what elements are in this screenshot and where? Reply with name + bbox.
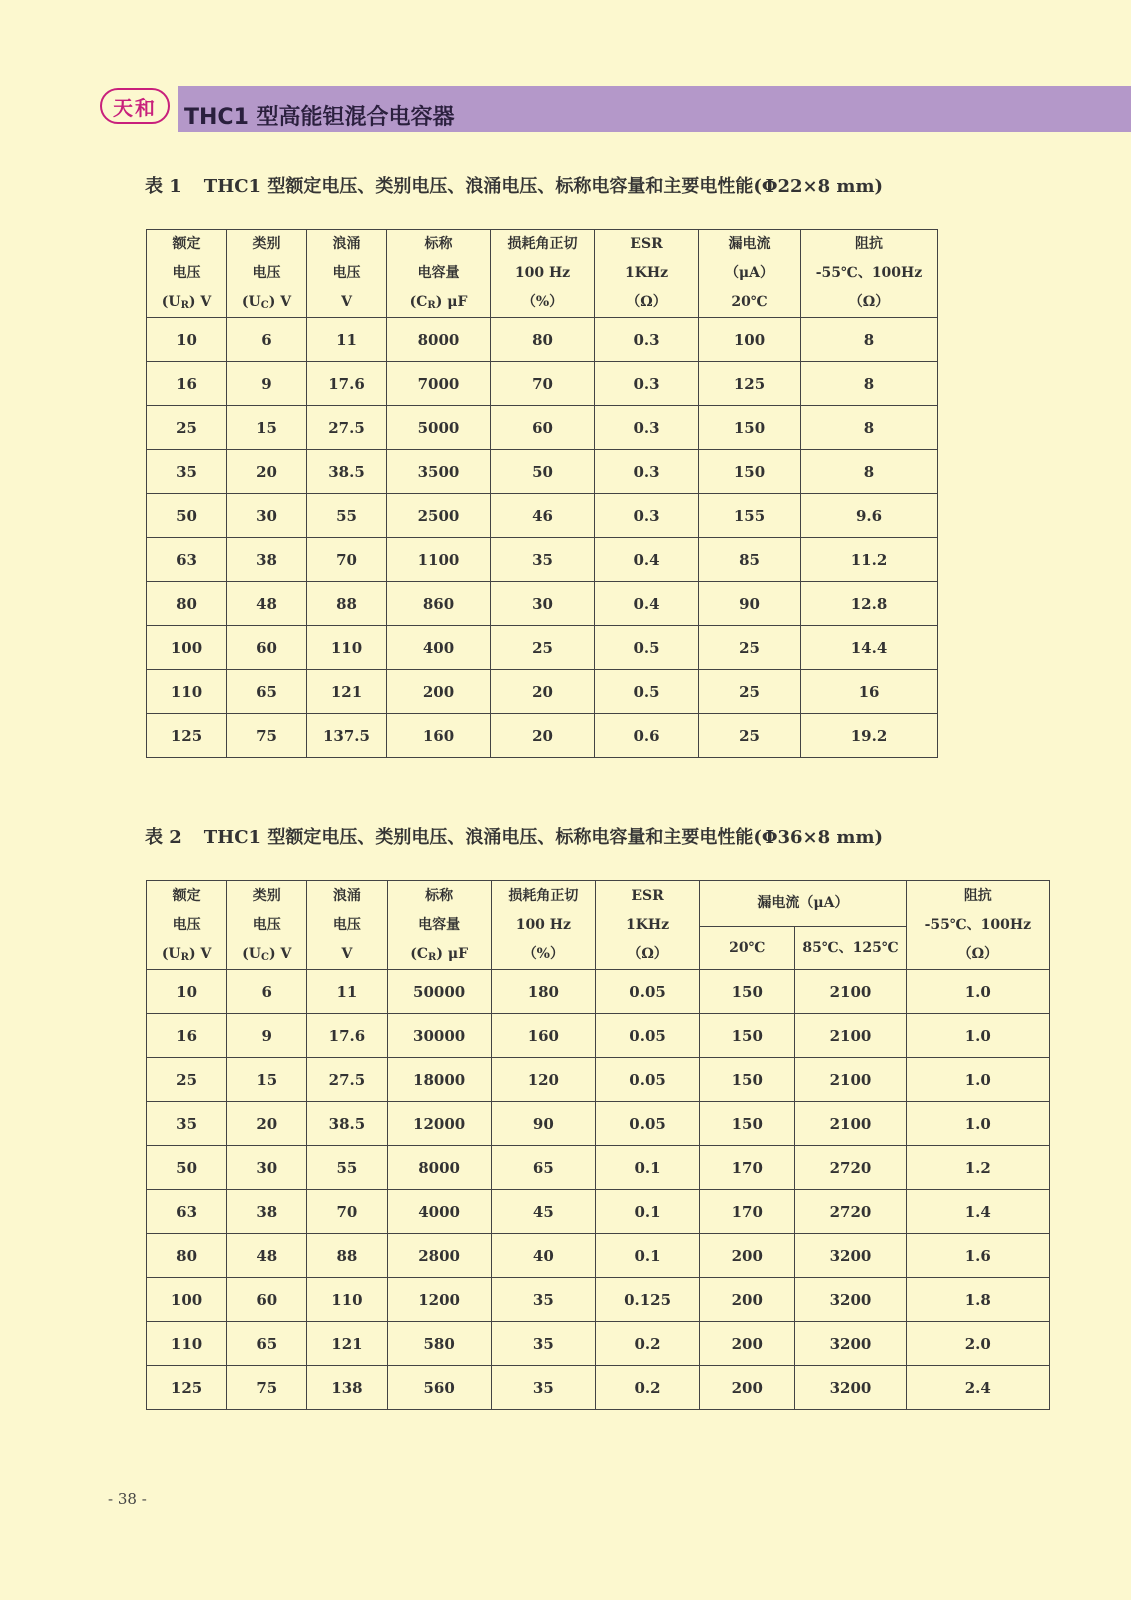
table-cell: 138 — [307, 1366, 387, 1410]
table-cell: 1.6 — [906, 1234, 1049, 1278]
table-row — [147, 626, 938, 670]
table-cell: 55 — [307, 494, 387, 538]
table-cell: 8 — [801, 450, 938, 494]
table-cell: 70 — [491, 362, 595, 406]
table-cell: 8 — [801, 362, 938, 406]
table-cell: 11 — [307, 318, 387, 362]
table-cell: 0.1 — [595, 1190, 699, 1234]
table1-caption-text: THC1 型额定电压、类别电压、浪涌电压、标称电容量和主要电性能(Φ22×8 mm) — [203, 176, 884, 197]
table-row — [147, 1366, 1050, 1410]
table1-header-row — [147, 230, 938, 318]
table-cell: 48 — [227, 582, 307, 626]
table-row — [147, 670, 938, 714]
table-cell: 8 — [801, 318, 938, 362]
table-row — [147, 582, 938, 626]
table-cell: 11.2 — [801, 538, 938, 582]
table-cell: 3200 — [795, 1278, 906, 1322]
table-cell: 27.5 — [307, 1058, 387, 1102]
table2-caption — [145, 823, 883, 849]
table-cell: 120 — [491, 1058, 595, 1102]
table-cell: 0.3 — [595, 494, 699, 538]
table-cell: 85 — [699, 538, 801, 582]
table1-col-surge-voltage: 浪涌 电压 V — [307, 230, 387, 318]
table-cell: 2720 — [795, 1190, 906, 1234]
table-cell: 15 — [227, 1058, 307, 1102]
table-cell: 137.5 — [307, 714, 387, 758]
table-cell: 30000 — [387, 1014, 491, 1058]
table-cell: 90 — [699, 582, 801, 626]
table-row — [147, 1102, 1050, 1146]
table-cell: 8000 — [387, 1146, 491, 1190]
table-cell: 3200 — [795, 1234, 906, 1278]
table-cell: 75 — [227, 714, 307, 758]
table-row — [147, 970, 1050, 1014]
table-cell: 10 — [147, 318, 227, 362]
table-cell: 200 — [700, 1234, 795, 1278]
table-cell: 90 — [491, 1102, 595, 1146]
table-cell: 110 — [307, 1278, 387, 1322]
table-cell: 180 — [491, 970, 595, 1014]
table-cell: 0.05 — [595, 1058, 699, 1102]
table-cell: 2100 — [795, 1014, 906, 1058]
table1-col-capacitance: 标称 电容量 $(C_R)$ μF — [387, 230, 491, 318]
table-cell: 110 — [307, 626, 387, 670]
table-cell: 20 — [491, 670, 595, 714]
table2-header-row — [147, 881, 1050, 927]
table-cell: 15 — [227, 406, 307, 450]
table-cell: 12.8 — [801, 582, 938, 626]
table-cell: 14.4 — [801, 626, 938, 670]
table-row — [147, 1234, 1050, 1278]
table-cell: 80 — [147, 582, 227, 626]
table-cell: 2720 — [795, 1146, 906, 1190]
table-cell: 25 — [147, 406, 227, 450]
table-row — [147, 362, 938, 406]
table-cell: 16 — [147, 362, 227, 406]
table-cell: 0.5 — [595, 670, 699, 714]
table1-col-dissipation-factor: 损耗角正切 100 Hz （%） — [491, 230, 595, 318]
table-cell: 8 — [801, 406, 938, 450]
table-cell: 88 — [307, 1234, 387, 1278]
table2-col-leakage-20c: 20℃ — [700, 927, 795, 970]
table-cell: 1.0 — [906, 1014, 1049, 1058]
table1-body — [147, 318, 938, 758]
table2-col-impedance: 阻抗 -55℃、100Hz （Ω） — [906, 881, 1049, 970]
table2-col-esr: ESR 1KHz （Ω） — [595, 881, 699, 970]
table-cell: 25 — [699, 670, 801, 714]
table-cell: 11 — [307, 970, 387, 1014]
table-cell: 0.3 — [595, 450, 699, 494]
table2-col-rated-voltage: 额定 电压 $(U_R)$ V — [147, 881, 227, 970]
table2-caption-label: 表 2 — [145, 827, 182, 848]
table-cell: 155 — [699, 494, 801, 538]
table-cell: 19.2 — [801, 714, 938, 758]
table-cell: 25 — [699, 626, 801, 670]
table-cell: 9 — [227, 362, 307, 406]
table-cell: 50 — [147, 1146, 227, 1190]
table-cell: 0.2 — [595, 1322, 699, 1366]
table-cell: 1.0 — [906, 970, 1049, 1014]
table-cell: 0.4 — [595, 582, 699, 626]
table-cell: 121 — [307, 1322, 387, 1366]
table-row — [147, 1278, 1050, 1322]
table-cell: 1.2 — [906, 1146, 1049, 1190]
table-cell: 55 — [307, 1146, 387, 1190]
table-cell: 5000 — [387, 406, 491, 450]
table-cell: 125 — [147, 1366, 227, 1410]
table-cell: 9 — [227, 1014, 307, 1058]
table-cell: 0.1 — [595, 1146, 699, 1190]
table-cell: 125 — [147, 714, 227, 758]
page-title: THC1 型高能钽混合电容器 — [184, 105, 455, 130]
table-cell: 80 — [491, 318, 595, 362]
table-cell: 0.3 — [595, 318, 699, 362]
table-row — [147, 538, 938, 582]
table-cell: 100 — [147, 1278, 227, 1322]
table1-caption — [145, 172, 883, 198]
table-cell: 2100 — [795, 1058, 906, 1102]
table-cell: 65 — [227, 1322, 307, 1366]
table-cell: 38 — [227, 1190, 307, 1234]
table-cell: 16 — [147, 1014, 227, 1058]
table2-col-dissipation-factor: 损耗角正切 100 Hz （%） — [491, 881, 595, 970]
table1-caption-label: 表 1 — [145, 176, 182, 197]
table-cell: 1.0 — [906, 1058, 1049, 1102]
table-cell: 860 — [387, 582, 491, 626]
table-cell: 25 — [699, 714, 801, 758]
table-cell: 0.125 — [595, 1278, 699, 1322]
table-cell: 65 — [227, 670, 307, 714]
table2-caption-text: THC1 型额定电压、类别电压、浪涌电压、标称电容量和主要电性能(Φ36×8 mm) — [203, 827, 884, 848]
table-cell: 18000 — [387, 1058, 491, 1102]
table-cell: 0.05 — [595, 1014, 699, 1058]
table1-col-esr: ESR 1KHz （Ω） — [595, 230, 699, 318]
table-cell: 50000 — [387, 970, 491, 1014]
table-cell: 110 — [147, 670, 227, 714]
table-cell: 20 — [227, 1102, 307, 1146]
table-cell: 9.6 — [801, 494, 938, 538]
table-cell: 150 — [700, 1102, 795, 1146]
table-row — [147, 1058, 1050, 1102]
table-cell: 30 — [227, 494, 307, 538]
table2-col-category-voltage: 类别 电压 $(U_C)$ V — [227, 881, 307, 970]
table-cell: 25 — [491, 626, 595, 670]
table-cell: 12000 — [387, 1102, 491, 1146]
table-cell: 0.3 — [595, 362, 699, 406]
table-cell: 2.0 — [906, 1322, 1049, 1366]
table1 — [146, 229, 938, 758]
table-cell: 20 — [227, 450, 307, 494]
table-row — [147, 1190, 1050, 1234]
table-cell: 121 — [307, 670, 387, 714]
table-cell: 200 — [700, 1366, 795, 1410]
table-cell: 50 — [147, 494, 227, 538]
table-cell: 110 — [147, 1322, 227, 1366]
table-cell: 150 — [700, 1058, 795, 1102]
table-cell: 580 — [387, 1322, 491, 1366]
page-number: - 38 - — [108, 1490, 147, 1508]
table-cell: 46 — [491, 494, 595, 538]
table-cell: 1200 — [387, 1278, 491, 1322]
table-cell: 63 — [147, 1190, 227, 1234]
table-cell: 3500 — [387, 450, 491, 494]
table-cell: 0.2 — [595, 1366, 699, 1410]
table-cell: 25 — [147, 1058, 227, 1102]
brand-logo: 天和 — [100, 88, 170, 124]
table-cell: 7000 — [387, 362, 491, 406]
table-cell: 30 — [227, 1146, 307, 1190]
table-cell: 170 — [700, 1190, 795, 1234]
table-cell: 60 — [227, 1278, 307, 1322]
table-cell: 0.6 — [595, 714, 699, 758]
table-cell: 1.8 — [906, 1278, 1049, 1322]
table-cell: 2100 — [795, 1102, 906, 1146]
title-bar — [178, 86, 1131, 132]
table-cell: 20 — [491, 714, 595, 758]
table-cell: 35 — [491, 1366, 595, 1410]
table-row — [147, 1014, 1050, 1058]
table-cell: 60 — [227, 626, 307, 670]
table-cell: 560 — [387, 1366, 491, 1410]
table-row — [147, 494, 938, 538]
table-cell: 88 — [307, 582, 387, 626]
table-cell: 10 — [147, 970, 227, 1014]
table-cell: 4000 — [387, 1190, 491, 1234]
table-cell: 160 — [387, 714, 491, 758]
table-cell: 1100 — [387, 538, 491, 582]
table1-col-leakage-current: 漏电流 （μA） 20℃ — [699, 230, 801, 318]
table-cell: 0.05 — [595, 1102, 699, 1146]
table-cell: 80 — [147, 1234, 227, 1278]
table2-col-leakage-85c-125c: 85℃、125℃ — [795, 927, 906, 970]
table-cell: 150 — [700, 1014, 795, 1058]
table-cell: 70 — [307, 538, 387, 582]
table-cell: 150 — [700, 970, 795, 1014]
table-cell: 50 — [491, 450, 595, 494]
table-cell: 200 — [387, 670, 491, 714]
table1-col-impedance: 阻抗 -55℃、100Hz （Ω） — [801, 230, 938, 318]
table-cell: 6 — [227, 970, 307, 1014]
table-row — [147, 714, 938, 758]
table-cell: 100 — [147, 626, 227, 670]
table-cell: 200 — [700, 1278, 795, 1322]
table-cell: 160 — [491, 1014, 595, 1058]
table-row — [147, 1322, 1050, 1366]
table-cell: 16 — [801, 670, 938, 714]
table-cell: 400 — [387, 626, 491, 670]
table-cell: 38 — [227, 538, 307, 582]
table-cell: 1.4 — [906, 1190, 1049, 1234]
table-cell: 60 — [491, 406, 595, 450]
table-cell: 35 — [491, 1278, 595, 1322]
table-cell: 17.6 — [307, 362, 387, 406]
table-cell: 3200 — [795, 1366, 906, 1410]
table-cell: 125 — [699, 362, 801, 406]
table-cell: 200 — [700, 1322, 795, 1366]
table2-col-leakage-current: 漏电流（μA） — [700, 881, 906, 927]
table-row — [147, 450, 938, 494]
table-cell: 2800 — [387, 1234, 491, 1278]
table-cell: 8000 — [387, 318, 491, 362]
table1-col-category-voltage: 类别 电压 $(U_C)$ V — [227, 230, 307, 318]
table-cell: 0.3 — [595, 406, 699, 450]
table-cell: 63 — [147, 538, 227, 582]
table-cell: 100 — [699, 318, 801, 362]
table-row — [147, 406, 938, 450]
table-cell: 45 — [491, 1190, 595, 1234]
table-cell: 3200 — [795, 1322, 906, 1366]
table2-body — [147, 970, 1050, 1410]
table-cell: 75 — [227, 1366, 307, 1410]
table1-col-rated-voltage: 额定 电压 $(U_R)$ V — [147, 230, 227, 318]
table-cell: 2100 — [795, 970, 906, 1014]
table-cell: 0.5 — [595, 626, 699, 670]
table-cell: 0.1 — [595, 1234, 699, 1278]
table-cell: 48 — [227, 1234, 307, 1278]
table-cell: 38.5 — [307, 450, 387, 494]
table-cell: 35 — [491, 538, 595, 582]
table2-col-surge-voltage: 浪涌 电压 V — [307, 881, 387, 970]
table2-col-capacitance: 标称 电容量 $(C_R)$ μF — [387, 881, 491, 970]
table-cell: 65 — [491, 1146, 595, 1190]
table-cell: 170 — [700, 1146, 795, 1190]
table-cell: 2.4 — [906, 1366, 1049, 1410]
table-row — [147, 318, 938, 362]
table-cell: 1.0 — [906, 1102, 1049, 1146]
table-cell: 40 — [491, 1234, 595, 1278]
table-cell: 35 — [147, 450, 227, 494]
table-cell: 70 — [307, 1190, 387, 1234]
table-cell: 30 — [491, 582, 595, 626]
table-cell: 150 — [699, 450, 801, 494]
table-cell: 38.5 — [307, 1102, 387, 1146]
table-cell: 35 — [147, 1102, 227, 1146]
table-cell: 0.05 — [595, 970, 699, 1014]
table-cell: 35 — [491, 1322, 595, 1366]
table-cell: 27.5 — [307, 406, 387, 450]
table-cell: 17.6 — [307, 1014, 387, 1058]
table-cell: 6 — [227, 318, 307, 362]
table-cell: 2500 — [387, 494, 491, 538]
table-row — [147, 1146, 1050, 1190]
table-cell: 150 — [699, 406, 801, 450]
table-cell: 0.4 — [595, 538, 699, 582]
table2 — [146, 880, 1050, 1410]
